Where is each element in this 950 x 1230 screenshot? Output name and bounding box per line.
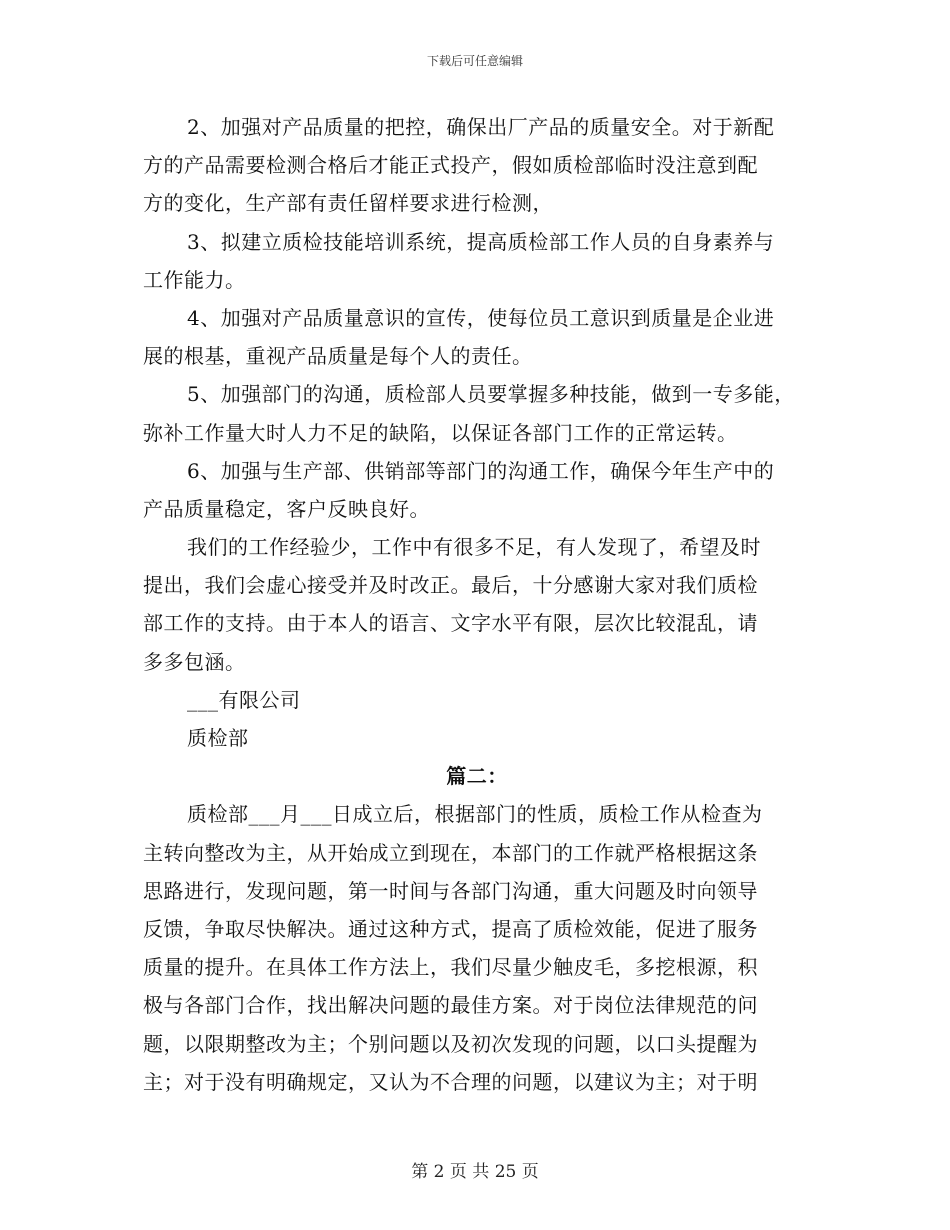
text-line: 3、拟建立质检技能培训系统，提高质检部工作人员的自身素养与 bbox=[187, 229, 775, 254]
document-body bbox=[143, 108, 811, 1101]
text-line: 6、加强与生产部、供销部等部门的沟通工作，确保今年生产中的 bbox=[187, 458, 775, 483]
text-line: 部工作的支持。由于本人的语言、文字水平有限，层次比较混乱，请 bbox=[143, 611, 758, 636]
text-line: 提出，我们会虚心接受并及时改正。最后，十分感谢大家对我们质检 bbox=[143, 573, 758, 598]
text-line: 主转向整改为主，从开始成立到现在，本部门的工作就严格根据这条 bbox=[143, 840, 758, 865]
text-line: 质检部 bbox=[187, 726, 249, 750]
text-line: 多多包涵。 bbox=[143, 649, 246, 674]
text-line: 方的产品需要检测合格后才能正式投产，假如质检部临时没注意到配 bbox=[143, 153, 758, 178]
text-line: 4、加强对产品质量意识的宣传，使每位员工意识到质量是企业进 bbox=[187, 305, 775, 330]
text-line: 展的根基，重视产品质量是每个人的责任。 bbox=[143, 344, 533, 369]
section-heading: 篇二： bbox=[446, 764, 508, 789]
text-line: 思路进行，发现问题，第一时间与各部门沟通，重大问题及时向领导 bbox=[143, 878, 758, 903]
text-line: 主；对于没有明确规定，又认为不合理的问题，以建议为主；对于明 bbox=[143, 1069, 758, 1094]
text-line: 方的变化，生产部有责任留样要求进行检测， bbox=[143, 191, 553, 216]
text-line: 5、加强部门的沟通，质检部人员要掌握多种技能，做到一专多能， bbox=[187, 382, 795, 407]
text-line: 极与各部门合作，找出解决问题的最佳方案。对于岗位法律规范的问 bbox=[143, 993, 758, 1018]
text-line: 质检部___月___日成立后，根据部门的性质，质检工作从检查为 bbox=[187, 802, 763, 827]
text-line: 我们的工作经验少，工作中有很多不足，有人发现了，希望及时 bbox=[187, 535, 761, 560]
text-line: 2、加强对产品质量的把控，确保出厂产品的质量安全。对于新配 bbox=[187, 115, 775, 139]
text-line: 弥补工作量大时人力不足的缺陷，以保证各部门工作的正常运转。 bbox=[143, 420, 738, 445]
text-line: 题，以限期整改为主；个别问题以及初次发现的问题，以口头提醒为 bbox=[143, 1031, 758, 1056]
page-header: 下载后可任意编辑 bbox=[426, 54, 523, 68]
text-line: 产品质量稳定，客户反映良好。 bbox=[143, 496, 430, 521]
text-line: 工作能力。 bbox=[143, 267, 246, 292]
text-line: 质量的提升。在具体工作方法上，我们尽量少触皮毛，多挖根源，积 bbox=[143, 955, 758, 980]
page-footer: 第 2 页 共 25 页 bbox=[411, 1162, 539, 1182]
text-line: ___有限公司 bbox=[187, 687, 301, 712]
text-line: 反馈，争取尽快解决。通过这种方式，提高了质检效能，促进了服务 bbox=[143, 916, 758, 941]
